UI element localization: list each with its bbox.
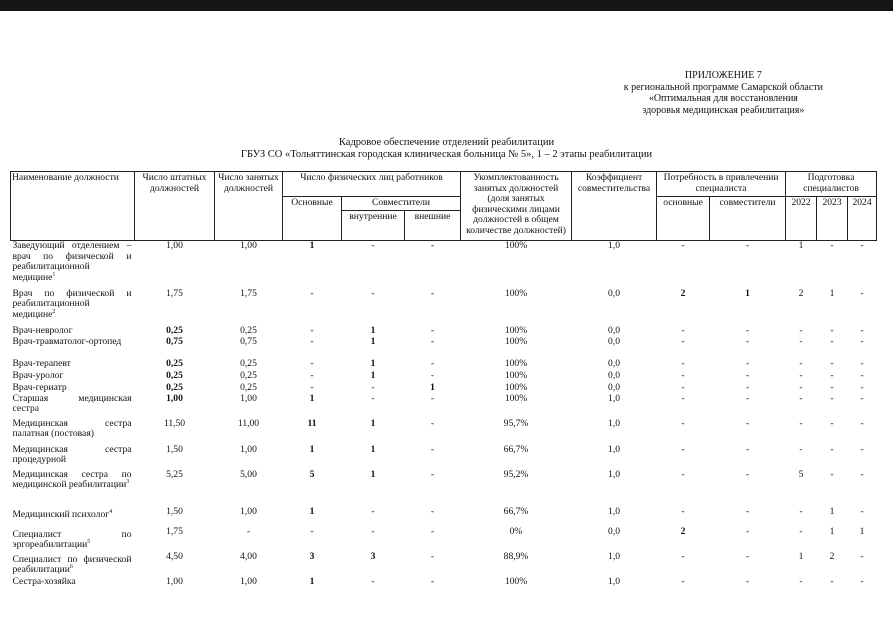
- row-main: 5: [309, 468, 315, 480]
- row-need-main: -: [681, 335, 685, 347]
- row-staff: 1,50: [166, 443, 183, 455]
- row-name: Специалист по эргореабилитации$^5$: [12, 528, 132, 551]
- row-2024: -: [860, 468, 864, 480]
- row-2024: -: [860, 550, 864, 562]
- appendix-line-3: «Оптимальная для восстановления: [648, 93, 798, 104]
- row-need-main: -: [681, 505, 685, 517]
- row-external: -: [430, 287, 435, 299]
- row-staff: 0,25: [166, 381, 183, 393]
- row-name: Специалист по физической реабилитации$^6$: [12, 553, 132, 576]
- row-2024: -: [860, 324, 864, 336]
- row-coef: 1,0: [608, 240, 621, 251]
- row-2022: -: [799, 369, 803, 381]
- header-internal: внутренние: [342, 211, 405, 241]
- row-occupied: 0,25: [240, 324, 257, 336]
- row-coef: 0,0: [608, 525, 621, 537]
- row-external: -: [430, 417, 435, 429]
- header-need: Потребность в привлечении специалиста: [657, 172, 786, 197]
- header-training: Подготовка специалистов: [786, 172, 877, 197]
- row-staffing: 100%: [504, 287, 528, 299]
- row-coef: 0,0: [608, 357, 621, 369]
- row-2024: -: [860, 369, 864, 381]
- row-staffing: 100%: [504, 381, 528, 393]
- header-occupied: Число занятых должностей: [215, 172, 283, 241]
- row-coef: 1,0: [608, 575, 621, 587]
- row-2023: -: [830, 381, 834, 393]
- row-2023: -: [830, 240, 834, 251]
- row-staff: 1,00: [166, 575, 183, 587]
- row-need-main: -: [681, 417, 685, 429]
- row-occupied: 1,00: [240, 443, 257, 455]
- row-2024: -: [860, 335, 864, 347]
- row-internal: -: [371, 287, 375, 299]
- row-2024: -: [860, 505, 864, 517]
- title-line-2: ГБУЗ СО «Тольяттинская городская клиническая больница № 5», 1 – 2 этапы реабилитации: [240, 149, 653, 160]
- row-need-part: -: [745, 468, 750, 480]
- row-2022: -: [799, 417, 803, 429]
- row-need-part: -: [745, 575, 750, 587]
- header-main: Основные: [283, 197, 342, 241]
- table-row: [11, 289, 877, 326]
- scan-top-border: [0, 0, 893, 11]
- row-staff: 1,75: [166, 287, 183, 299]
- row-need-main: 2: [680, 525, 686, 537]
- row-need-main: -: [681, 240, 685, 251]
- row-occupied: 0,25: [240, 369, 257, 381]
- row-staffing: 95,7%: [503, 417, 529, 429]
- row-coef: 1,0: [608, 443, 621, 455]
- staffing-table: [10, 171, 877, 591]
- row-2023: -: [830, 324, 834, 336]
- row-external: -: [430, 525, 435, 537]
- row-need-part: -: [745, 443, 750, 455]
- row-staff: 1,00: [166, 392, 183, 404]
- row-internal: 1: [370, 324, 376, 336]
- row-2022: -: [799, 392, 803, 404]
- row-occupied: 4,00: [240, 550, 257, 562]
- row-occupied: 1,00: [240, 392, 257, 404]
- row-2023: -: [830, 357, 834, 369]
- row-internal: -: [371, 505, 375, 517]
- table-row: [11, 470, 877, 507]
- row-2022: 1: [798, 240, 804, 251]
- table-row: [11, 419, 877, 445]
- table-row: [11, 359, 877, 371]
- table-row: [11, 445, 877, 470]
- row-2023: 1: [829, 505, 835, 517]
- row-2022: -: [799, 335, 803, 347]
- row-staff: 11,50: [163, 417, 186, 429]
- row-need-main: -: [681, 324, 685, 336]
- table-row: [11, 383, 877, 394]
- row-staff: 5,25: [166, 468, 183, 480]
- document-title: [0, 137, 893, 161]
- header-2023: 2023: [817, 197, 848, 241]
- row-2022: 5: [798, 468, 804, 480]
- row-2023: -: [830, 392, 834, 404]
- row-2023: 2: [829, 550, 835, 562]
- row-name: Медицинская сестра по медицинской реабилитации$^3$: [12, 468, 132, 491]
- row-2024: -: [860, 357, 864, 369]
- row-need-part: -: [745, 505, 750, 517]
- row-staff: 0,25: [166, 357, 183, 369]
- row-internal: -: [371, 381, 375, 393]
- row-2024: -: [860, 392, 864, 404]
- row-coef: 0,0: [608, 324, 621, 336]
- row-staffing: 100%: [504, 357, 528, 369]
- header-need-part: совместители: [710, 197, 786, 241]
- row-internal: 1: [370, 369, 376, 381]
- row-need-part: -: [745, 324, 750, 336]
- header-external: внешние: [405, 211, 461, 241]
- row-occupied: -: [246, 525, 251, 537]
- row-name: Врач-гериатр: [12, 381, 67, 393]
- row-occupied: 1,00: [240, 240, 257, 251]
- row-staff: 4,50: [166, 550, 183, 562]
- header-need-main: основные: [657, 197, 710, 241]
- table-row: [11, 371, 877, 383]
- header-coef: Коэффициент совместительства: [572, 172, 657, 241]
- appendix-line-1: ПРИЛОЖЕНИЕ 7: [684, 70, 762, 81]
- row-need-part: -: [745, 417, 750, 429]
- row-internal: 3: [370, 550, 376, 562]
- row-staffing: 66,7%: [503, 505, 529, 517]
- row-staffing: 66,7%: [503, 443, 529, 455]
- table-row: [11, 337, 877, 359]
- row-2022: -: [799, 324, 803, 336]
- row-need-main: 2: [680, 287, 686, 299]
- row-external: -: [430, 240, 435, 251]
- row-staff: 1,50: [166, 505, 183, 517]
- row-coef: 0,0: [608, 287, 621, 299]
- row-2023: -: [830, 335, 834, 347]
- row-internal: -: [371, 525, 375, 537]
- row-name: Врач-травматолог-ортопед: [12, 335, 122, 347]
- row-need-part: -: [745, 392, 750, 404]
- row-external: -: [430, 505, 435, 517]
- header-2024: 2024: [848, 197, 877, 241]
- row-main: -: [310, 525, 314, 537]
- row-need-main: -: [681, 443, 685, 455]
- row-name: Сестра-хозяйка: [12, 575, 76, 587]
- row-occupied: 5,00: [240, 468, 257, 480]
- row-2022: -: [799, 575, 803, 587]
- row-2022: -: [799, 381, 803, 393]
- row-internal: 1: [370, 335, 376, 347]
- row-main: 1: [309, 392, 315, 404]
- row-external: -: [430, 335, 435, 347]
- row-2024: -: [860, 443, 864, 455]
- row-need-main: -: [681, 468, 685, 480]
- row-2023: -: [830, 575, 834, 587]
- row-need-part: -: [745, 240, 750, 251]
- row-2024: -: [860, 417, 864, 429]
- appendix-line-2: к региональной программе Самарской области: [623, 81, 823, 93]
- row-2023: -: [830, 468, 834, 480]
- row-coef: 0,0: [608, 369, 621, 381]
- header-staffing: Укомплектованность занятых должностей (доля занятых физическими лицами должностей в общем количестве должностей): [461, 172, 572, 241]
- row-main: 1: [309, 505, 315, 517]
- row-staffing: 0%: [509, 525, 523, 537]
- row-main: -: [310, 335, 314, 347]
- row-coef: 1,0: [608, 417, 621, 429]
- table-row: [11, 552, 877, 577]
- row-main: 3: [309, 550, 315, 562]
- row-staffing: 100%: [504, 392, 528, 404]
- row-staffing: 100%: [504, 369, 528, 381]
- row-external: -: [430, 392, 435, 404]
- row-name: Врач-невролог: [12, 324, 73, 336]
- row-internal: -: [371, 240, 375, 251]
- row-2022: 1: [798, 550, 804, 562]
- row-internal: 1: [370, 417, 376, 429]
- header-2022: 2022: [786, 197, 817, 241]
- row-staff: 0,25: [166, 324, 183, 336]
- row-staffing: 100%: [504, 335, 528, 347]
- title-line-1: Кадровое обеспечение отделений реабилитации: [338, 137, 555, 148]
- row-occupied: 1,75: [240, 287, 257, 299]
- row-2024: -: [860, 240, 864, 251]
- row-external: -: [430, 324, 435, 336]
- row-occupied: 1,00: [240, 505, 257, 517]
- row-2024: -: [860, 381, 864, 393]
- row-need-main: -: [681, 575, 685, 587]
- row-2022: -: [799, 357, 803, 369]
- row-need-part: -: [745, 357, 750, 369]
- row-main: -: [310, 381, 314, 393]
- table-row: [11, 507, 877, 527]
- row-occupied: 1,00: [240, 575, 257, 587]
- row-external: -: [430, 550, 435, 562]
- row-name: Врач по физической и реабилитационной медицине$^2$: [12, 287, 132, 320]
- row-2024: 1: [859, 525, 865, 537]
- table-row: [11, 527, 877, 552]
- row-internal: 1: [370, 443, 376, 455]
- row-name: Заведующий отделением – врач по физической и реабилитационной медицине$^1$: [12, 240, 132, 283]
- row-internal: 1: [370, 357, 376, 369]
- row-occupied: 0,25: [240, 357, 257, 369]
- row-main: 1: [309, 240, 315, 251]
- row-need-part: -: [745, 369, 750, 381]
- appendix-line-4: здоровья медицинская реабилитация»: [642, 104, 805, 116]
- row-staff: 0,75: [166, 335, 183, 347]
- row-2023: -: [830, 417, 834, 429]
- row-2023: -: [830, 443, 834, 455]
- row-coef: 1,0: [608, 392, 621, 404]
- row-main: -: [310, 287, 314, 299]
- row-name: Старшая медицинская сестра: [12, 392, 132, 415]
- row-staffing: 100%: [504, 240, 528, 251]
- row-2024: -: [860, 575, 864, 587]
- row-main: 1: [309, 443, 315, 455]
- row-coef: 0,0: [608, 335, 621, 347]
- row-occupied: 11,00: [237, 417, 260, 429]
- row-internal: 1: [370, 468, 376, 480]
- row-staffing: 100%: [504, 575, 528, 587]
- row-2023: 1: [829, 525, 835, 537]
- row-external: -: [430, 357, 435, 369]
- appendix-header: [624, 70, 823, 116]
- row-internal: -: [371, 392, 375, 404]
- row-2022: -: [799, 443, 803, 455]
- row-need-main: -: [681, 550, 685, 562]
- row-coef: 1,0: [608, 468, 621, 480]
- row-internal: -: [371, 575, 375, 587]
- row-main: 1: [309, 575, 315, 587]
- row-name: Врач-терапевт: [12, 357, 71, 369]
- table-row: [11, 394, 877, 419]
- row-external: -: [430, 575, 435, 587]
- row-main: -: [310, 324, 314, 336]
- row-coef: 1,0: [608, 505, 621, 517]
- header-part-time: Совместители: [342, 197, 461, 211]
- row-need-main: -: [681, 357, 685, 369]
- row-coef: 1,0: [608, 550, 621, 562]
- row-need-main: -: [681, 369, 685, 381]
- header-staff: Число штатных должностей: [135, 172, 215, 241]
- row-external: -: [430, 369, 435, 381]
- row-2024: -: [860, 287, 864, 299]
- header-persons: Число физических лиц работников: [283, 172, 461, 197]
- row-need-part: -: [745, 381, 750, 393]
- row-external: 1: [430, 381, 435, 393]
- row-2023: -: [830, 369, 834, 381]
- row-2022: -: [799, 525, 803, 537]
- row-external: -: [430, 443, 435, 455]
- row-occupied: 0,25: [240, 381, 257, 393]
- table-row: [11, 241, 877, 289]
- row-2022: -: [799, 505, 803, 517]
- row-need-part: -: [745, 550, 750, 562]
- row-need-part: 1: [745, 287, 750, 299]
- table-row: [11, 577, 877, 591]
- row-2022: 2: [798, 287, 804, 299]
- staffing-table-wrapper: [10, 171, 876, 591]
- row-2023: 1: [829, 287, 835, 299]
- table-row: [11, 326, 877, 337]
- row-occupied: 0,75: [240, 335, 257, 347]
- row-staffing: 88,9%: [503, 550, 529, 562]
- row-name: Медицинский психолог$^4$: [12, 508, 113, 520]
- row-staffing: 100%: [504, 324, 528, 336]
- row-staffing: 95,2%: [503, 468, 529, 480]
- row-need-main: -: [681, 381, 685, 393]
- row-main: -: [310, 369, 314, 381]
- row-need-part: -: [745, 525, 750, 537]
- row-name: Врач-уролог: [12, 369, 64, 381]
- row-coef: 0,0: [608, 381, 621, 393]
- row-name: Медицинская сестра процедурной: [12, 443, 132, 466]
- row-need-part: -: [745, 335, 750, 347]
- row-external: -: [430, 468, 435, 480]
- row-need-main: -: [681, 392, 685, 404]
- row-name: Медицинская сестра палатная (постовая): [12, 417, 132, 440]
- row-staff: 1,75: [166, 525, 183, 537]
- header-position: Наименование должности: [11, 172, 135, 241]
- row-staff: 0,25: [166, 369, 183, 381]
- row-main: -: [310, 357, 314, 369]
- row-main: 11: [307, 417, 317, 429]
- row-staff: 1,00: [166, 240, 183, 251]
